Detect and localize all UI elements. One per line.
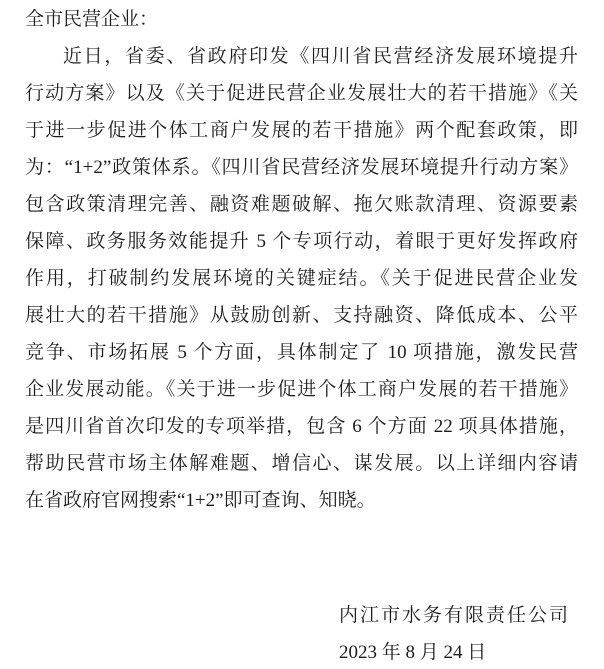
- body-line-2: 行动方案》以及《关于促进民营企业发展壮大的若干措施》《关: [25, 83, 578, 104]
- body-line-13: 在省政府官网搜索“1+2”即可查询、知晓。: [25, 490, 376, 511]
- signature-block: [339, 597, 570, 669]
- signature-date: 2023 年 8 月 24 日: [338, 642, 487, 663]
- signature-company-name: 内江市水务有限责任公司: [338, 605, 570, 626]
- body-line-5: 包含政策清理完善、融资难题破解、拖欠账款清理、资源要素: [25, 194, 578, 215]
- body-line-6: 保障、政务服务效能提升 5 个专项行动，着眼于更好发挥政府: [25, 231, 578, 252]
- body-line-3: 于进一步促进个体工商户发展的若干措施》两个配套政策，即: [25, 120, 578, 141]
- body-line-11: 是四川省首次印发的专项举措，包含 6 个方面 22 项具体措施，: [25, 416, 578, 437]
- body-paragraph: [25, 38, 578, 519]
- body-line-9: 竞争、市场拓展 5 个方面，具体制定了 10 项措施，激发民营: [25, 342, 578, 363]
- body-line-12: 帮助民营市场主体解难题、增信心、谋发展。以上详细内容请: [25, 453, 578, 474]
- salutation: 全市民营企业：: [25, 9, 159, 30]
- body-line-10: 企业发展动能。《关于进一步促进个体工商户发展的若干措施》: [25, 379, 578, 400]
- body-line-8: 展壮大的若干措施》从鼓励创新、支持融资、降低成本、公平: [25, 305, 578, 326]
- body-line-7: 作用，打破制约发展环境的关键症结。《关于促进民营企业发: [25, 268, 578, 289]
- body-line-4: 为：“1+2”政策体系。《四川省民营经济发展环境提升行动方案》: [25, 157, 578, 178]
- body-line-1: 近日，省委、省政府印发《四川省民营经济发展环境提升: [63, 46, 578, 67]
